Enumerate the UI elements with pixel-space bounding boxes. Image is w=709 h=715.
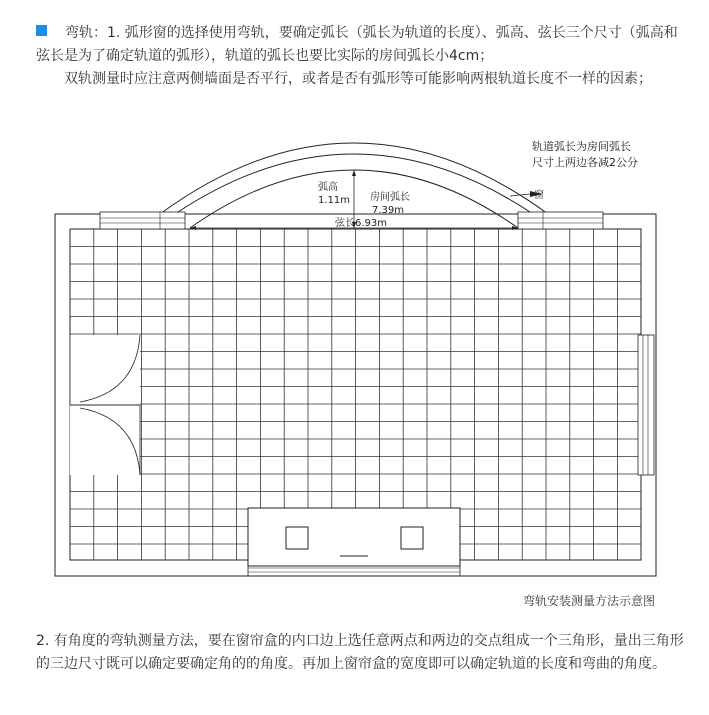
right-window-frame xyxy=(518,212,603,229)
note-line-2: 尺寸上两边各减2公分 xyxy=(532,156,638,169)
arc-height-value: 1.11m xyxy=(318,195,351,206)
door-leaf-top xyxy=(70,335,140,405)
window-pointer-line xyxy=(510,194,530,196)
note-line-1: 轨道弧长为房间弧长 xyxy=(532,140,631,153)
intro-text-1: 弯轨：1. 弧形窗的选择使用弯轨，要确定弧长（弧长为轨道的长度）、弧高、弦长三个尺寸（弧高和弦长是为了确定轨道的弧形），轨道的弧长也要比实际的房间弧长小4cm； xyxy=(36,25,678,64)
bench-box-left xyxy=(286,527,308,549)
room-arc-value: 7.39m xyxy=(372,205,405,216)
chord-label: 弦长6.93m xyxy=(335,218,388,229)
intro-paragraph-2: 双轨测量时应注意两侧墙面是否平行，或者是否有弧形等可能影响两根轨道长度不一样的因素； xyxy=(64,71,652,87)
bench-box-right xyxy=(401,527,423,549)
bottom-bench xyxy=(248,508,460,566)
section-2-paragraph: 2. 有角度的弯轨测量方法，要在窗帘盒的内口边上选任意两点和两边的交点组成一个三角形，量出三角形的三边尺寸既可以确定要确定角的的角度。再加上窗帘盒的宽度即可以确定轨道的长度和弯曲的角度。 xyxy=(36,633,684,672)
arc-height-label: 弧高 xyxy=(318,182,338,193)
door-leaf-bottom xyxy=(70,405,140,475)
blue-square-bullet-icon xyxy=(36,25,47,36)
intro-paragraph-1 xyxy=(36,22,688,68)
diagram-caption: 弯轨安装测量方法示意图 xyxy=(522,594,655,608)
room-arc-label: 房间弧长 xyxy=(370,192,410,203)
window-label: 窗 xyxy=(534,190,544,201)
left-window-frame xyxy=(100,212,185,229)
right-side-window xyxy=(638,335,654,475)
floor-plan-diagram xyxy=(0,130,709,590)
